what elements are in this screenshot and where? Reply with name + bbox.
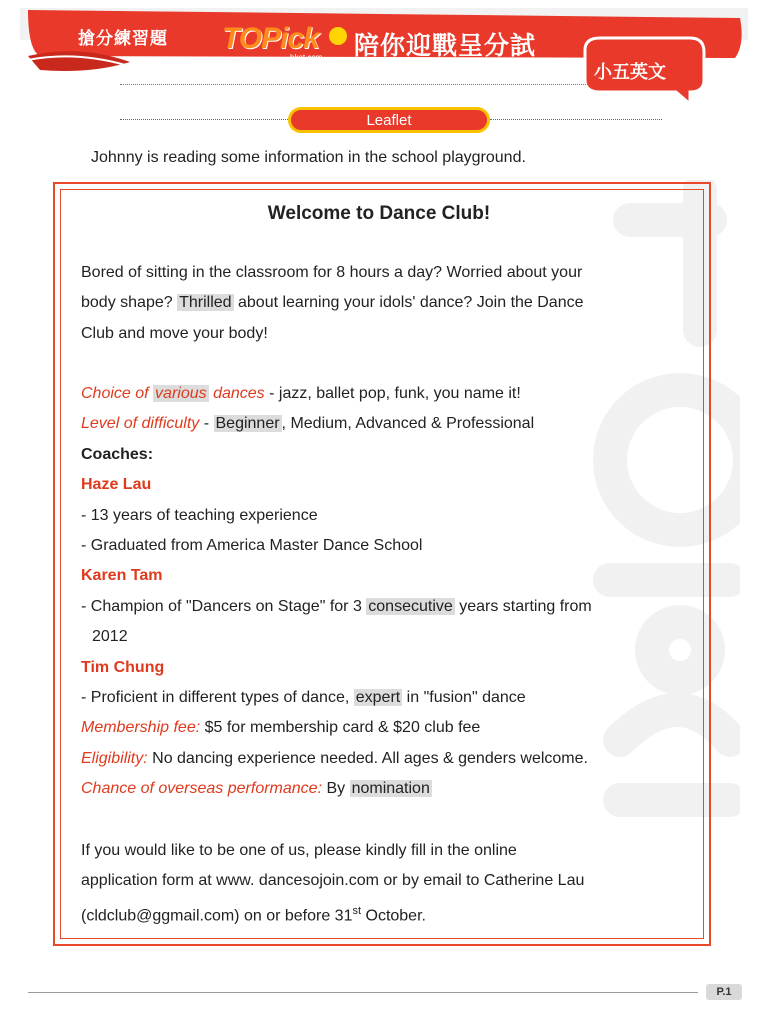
coaches-heading: Coaches: — [81, 446, 154, 463]
text: - jazz, ballet pop, funk, you name it! — [264, 385, 521, 402]
coach-detail: - 13 years of teaching experience — [81, 507, 318, 524]
header-headline: 陪你迎戰呈分試 — [354, 32, 537, 60]
superscript: st — [352, 905, 362, 917]
text: about learning your idols' dance? Join the Dance — [233, 294, 584, 311]
practice-tag: 搶分練習題 — [78, 29, 168, 48]
text: - — [199, 415, 214, 432]
vocab-highlight: various — [155, 385, 207, 402]
text: (cldclub@ggmail.com) on or before 31 — [81, 907, 353, 925]
text: $5 for membership card & $20 club fee — [200, 719, 481, 736]
coach-detail — [81, 688, 526, 708]
para1-line2 — [81, 293, 584, 313]
header-divider — [120, 84, 590, 85]
para1-line1: Bored of sitting in the classroom for 8 hours a day? Worried about your — [81, 264, 583, 281]
label: Choice of — [81, 385, 154, 402]
page-number: P.1 — [706, 984, 742, 1000]
coach-detail: - Graduated from America Master Dance School — [81, 537, 423, 554]
label: Eligibility: — [81, 750, 148, 767]
footer-divider — [28, 992, 698, 993]
label: Level of difficulty — [81, 415, 200, 432]
vocab-highlight: nomination — [351, 780, 430, 797]
coach-detail — [81, 597, 592, 617]
leaflet-title: Welcome to Dance Club! — [267, 203, 491, 224]
overseas-line — [81, 779, 432, 799]
closing-line2: application form at www. dancesojoin.com or by email to Catherine Lau — [81, 872, 585, 889]
text: in "fusion" dance — [402, 689, 526, 706]
label: dances — [208, 385, 265, 402]
intro-sentence: Johnny is reading some information in the school playground. — [91, 149, 526, 166]
closing-line3 — [81, 901, 426, 926]
section-line-left — [120, 119, 288, 120]
section-line-right — [490, 119, 662, 120]
text: , Medium, Advanced & Professional — [281, 415, 535, 432]
text: October. — [361, 907, 426, 925]
section-label: Leaflet — [366, 111, 412, 129]
coach-name: Tim Chung — [81, 659, 165, 676]
eligibility-line — [81, 749, 588, 769]
logo-subtitle: hket.com — [290, 53, 323, 62]
closing-line1: If you would like to be one of us, please kindly fill in the online — [81, 842, 517, 859]
vocab-highlight: expert — [355, 689, 401, 706]
vocab-highlight: Thrilled — [179, 294, 232, 311]
text: By — [322, 780, 350, 797]
text: - Proficient in different types of dance, — [81, 689, 354, 706]
label: Chance of overseas performance: — [81, 780, 323, 797]
fee-line — [81, 718, 480, 738]
section-pill — [288, 107, 490, 133]
label: Membership fee: — [81, 719, 201, 736]
text: No dancing experience needed. All ages & genders welcome. — [147, 750, 588, 767]
para1-line3: Club and move your body! — [81, 325, 268, 342]
vocab-highlight: Beginner — [215, 415, 280, 432]
vocab-highlight: consecutive — [368, 598, 453, 615]
topick-logo: TOPick — [222, 22, 319, 55]
coach-name: Haze Lau — [81, 476, 152, 493]
coach-detail: 2012 — [92, 628, 128, 645]
level-line — [81, 414, 534, 434]
text: - Champion of "Dancers on Stage" for 3 — [81, 598, 367, 615]
choice-line — [81, 384, 521, 404]
coach-name: Karen Tam — [81, 567, 163, 584]
grade-badge: 小五英文 — [594, 62, 666, 82]
text: years starting from — [454, 598, 592, 615]
text: body shape? — [81, 294, 178, 311]
